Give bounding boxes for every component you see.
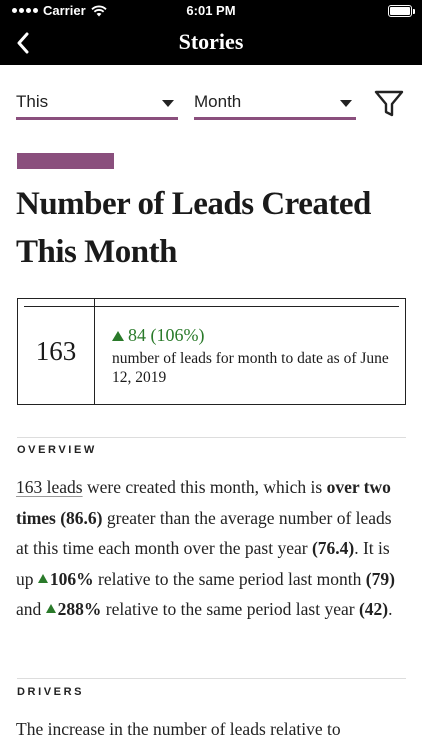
- top-bar: [0, 0, 422, 65]
- battery-icon: [388, 5, 412, 17]
- chevron-down-icon: [162, 100, 174, 107]
- page-title: Stories: [178, 29, 244, 54]
- drivers-label: DRIVERS: [17, 686, 85, 698]
- metric-change: [112, 325, 204, 346]
- carrier-name: Carrier: [43, 3, 86, 18]
- leads-link[interactable]: 163 leads: [16, 477, 83, 497]
- metric-change-value: 84 (106%): [128, 325, 205, 345]
- overview-label: OVERVIEW: [17, 444, 97, 456]
- divider: [17, 678, 406, 679]
- drivers-text: The increase in the number of leads relative to: [16, 719, 341, 739]
- up-arrow-icon: [112, 331, 124, 341]
- unit-dropdown-value: Month: [194, 92, 242, 111]
- accent-bar: [17, 153, 114, 169]
- divider: [17, 437, 406, 438]
- funnel-icon: [374, 90, 404, 118]
- filter-row: [16, 88, 406, 122]
- unit-dropdown[interactable]: [194, 88, 356, 120]
- up-arrow-icon: [38, 574, 48, 583]
- status-time: 6:01 PM: [186, 3, 236, 18]
- up-arrow-icon: [46, 604, 56, 613]
- metric-card: [17, 298, 406, 405]
- period-dropdown-value: This: [16, 92, 49, 111]
- metric-value: 163: [18, 299, 95, 404]
- story-headline: Number of Leads Created This Month: [16, 186, 371, 270]
- chevron-down-icon: [340, 100, 352, 107]
- overview-text: 163 leads were created this month, which is over two times (86.6) greater than the average number of leads at this time each month over the past year (76.4). It is up 106% relative to the same period last month (79) and 288% relative to the same period last year (42).: [16, 477, 395, 619]
- filter-button[interactable]: [374, 90, 406, 120]
- metric-description: number of leads for month to date as of June 12, 2019: [112, 350, 389, 386]
- period-dropdown[interactable]: [16, 88, 178, 120]
- navigation-bar: [0, 22, 422, 65]
- status-bar: [0, 0, 422, 22]
